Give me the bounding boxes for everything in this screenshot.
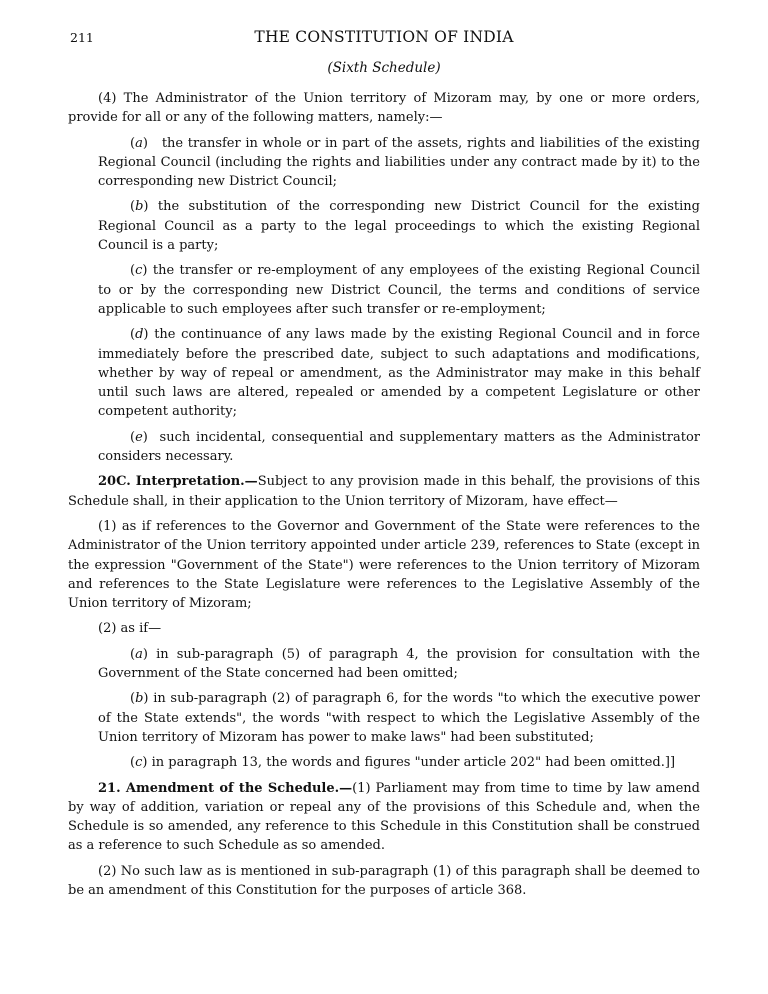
para-4-item-a: (a) the transfer in whole or in part of the assets, rights and liabilities of the existing Regional Council (including the rights and liabilities under any contract made by it) to the corresponding new District Council; <box>98 135 700 190</box>
para-4-item-b: (b) the substitution of the corresponding new District Council for the existing Regional Council as a party to the legal proceedings to which the existing Regional Council is a party; <box>98 199 700 254</box>
para-4-lead: (4) The Administrator of the Union territory of Mizoram may, by one or more orders, provide for all or any of the following matters, namely:— <box>68 91 700 126</box>
para-21-heading: 21. Amendment of the Schedule.— <box>98 780 353 796</box>
schedule-subheading: (Sixth Schedule) <box>327 60 441 76</box>
page-number: 211 <box>70 30 94 45</box>
para-20c-item-1: (1) as if references to the Governor and Government of the State were references to the Administrator of the Union territory appointed under article 239, references to State (except in the expression "Government of the State") were references to the Union territory of Mizoram and references to the State Legislature were references to the Legislative Assembly of the Union territory of Mizoram; <box>68 518 700 612</box>
para-20c: 20C. Interpretation.—Subject to any provision made in this behalf, the provisions of this Schedule shall, in their application to the Union territory of Mizoram, have effect— <box>68 474 700 509</box>
document-body <box>68 89 700 906</box>
para-4-item-e: (e) such incidental, consequential and supplementary matters as the Administrator considers necessary. <box>98 429 700 465</box>
para-20c-subitem-b: (b) in sub-paragraph (2) of paragraph 6, for the words "to which the executive power of the State extends", the words "with respect to which the Legislative Assembly of the Union territory of Mizoram has power to make laws" had been substituted; <box>98 691 700 745</box>
para-20c-heading: 20C. Interpretation.— <box>98 474 258 490</box>
para-21-sub-2: (2) No such law as is mentioned in sub-paragraph (1) of this paragraph shall be deemed to be an amendment of this Constitution for the purposes of article 368. <box>68 863 700 898</box>
para-20c-item-2: (2) as if— <box>98 621 162 637</box>
para-20c-subitem-c: (c) in paragraph 13, the words and figures "under article 202" had been omitted.]] <box>130 755 676 771</box>
para-20c-subitem-a: (a) in sub-paragraph (5) of paragraph 4, the provision for consultation with the Government of the State concerned had been omitted; <box>98 646 700 682</box>
para-21: 21. Amendment of the Schedule.—(1) Parliament may from time to time by law amend by way of addition, variation or repeal any of the provisions of this Schedule and, when the Schedule is so amended, any reference to this Schedule in this Constitution shall be construed as a reference to such Schedule as so amended. <box>68 780 700 854</box>
para-4-item-d: (d) the continuance of any laws made by the existing Regional Council and in force immediately before the prescribed date, subject to such adaptations and modifications, whether by way of repeal or amendment, as the Administrator may make in this behalf until such laws are altered, repealed or amended by a competent Legislature or other competent authority; <box>98 327 700 420</box>
para-4-item-c: (c) the transfer or re-employment of any employees of the existing Regional Council to or by the corresponding new District Council, the terms and conditions of service applicable to such employees after such transfer or re-employment; <box>98 263 700 317</box>
running-head: THE CONSTITUTION OF INDIA <box>254 28 514 46</box>
